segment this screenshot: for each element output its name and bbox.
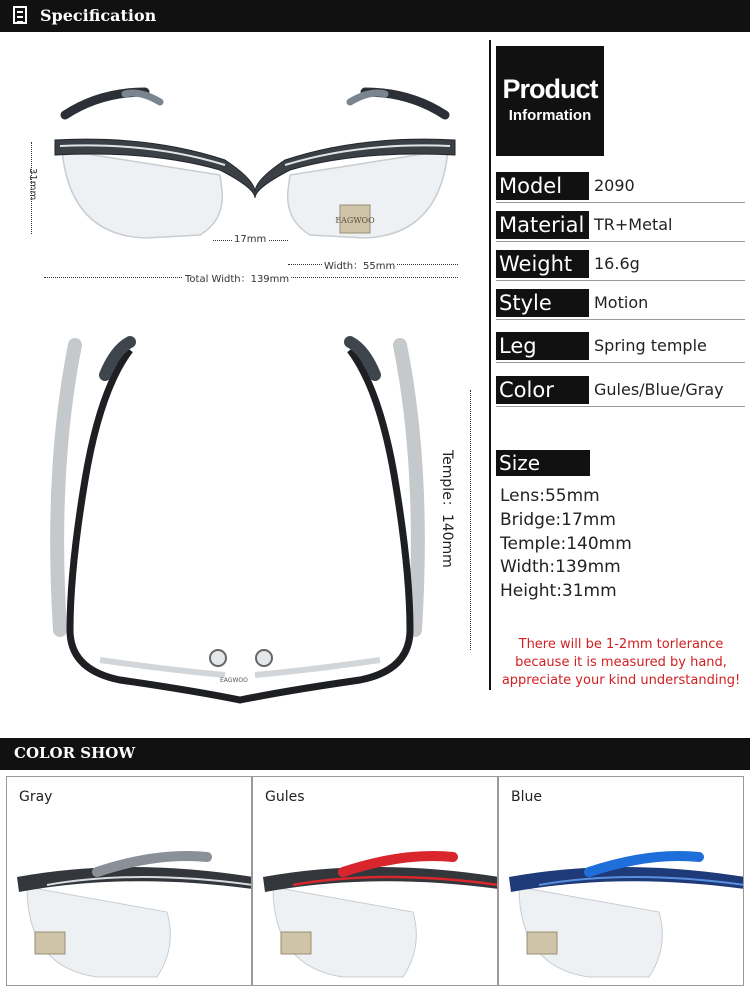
size-label: Size <box>496 450 590 476</box>
brand-label: EAGWOO <box>335 216 375 225</box>
size-lens: Lens:55mm <box>500 486 600 506</box>
color-show-header <box>0 738 750 770</box>
color-name: Blue <box>511 789 542 805</box>
glasses-front-image <box>40 80 470 250</box>
document-icon <box>13 6 27 24</box>
top-brand-label: EAGWOO <box>220 677 248 684</box>
spec-row-color <box>496 376 745 407</box>
notice-line: appreciate your kind understanding! <box>501 673 741 688</box>
spec-row-leg <box>496 332 745 363</box>
color-panel-blue[interactable] <box>498 776 744 986</box>
glasses-top-view-image <box>30 330 450 720</box>
spec-label: Material <box>496 211 589 239</box>
spec-row-style <box>496 289 745 320</box>
color-show-title: COLOR SHOW <box>14 744 136 762</box>
size-temple: Temple:140mm <box>500 534 632 554</box>
spec-value: Gules/Blue/Gray <box>594 380 724 399</box>
specification-header <box>0 0 750 32</box>
color-panel-gray[interactable] <box>6 776 252 986</box>
bridge-dimension-label: 17mm <box>234 234 267 245</box>
spec-label: Model <box>496 172 589 200</box>
height-dimension-label: 31mm <box>27 168 38 201</box>
spec-value: Motion <box>594 293 649 312</box>
size-width: Width:139mm <box>500 557 621 577</box>
spec-row-material <box>496 211 745 242</box>
lens-width-dimension-label: Width：55mm <box>322 257 397 272</box>
spec-value: 2090 <box>594 176 635 195</box>
size-height: Height:31mm <box>500 581 617 601</box>
total-width-dimension-label: Total Width：139mm <box>183 270 291 285</box>
blue-glasses-image <box>499 817 744 986</box>
product-heading: Product <box>502 74 598 104</box>
gray-glasses-image <box>7 817 252 986</box>
spec-label: Weight <box>496 250 589 278</box>
color-name: Gules <box>265 789 305 805</box>
spec-label: Leg <box>496 332 589 360</box>
spec-value: 16.6g <box>594 254 640 273</box>
notice-line: There will be 1-2mm torlerance <box>518 637 724 652</box>
size-bridge: Bridge:17mm <box>500 510 616 530</box>
product-information-box <box>496 46 604 156</box>
gules-glasses-image <box>253 817 498 986</box>
information-heading: Information <box>508 107 592 124</box>
color-panel-gules[interactable] <box>252 776 498 986</box>
spec-label: Color <box>496 376 589 404</box>
tolerance-notice <box>493 636 749 690</box>
spec-label: Style <box>496 289 589 317</box>
temple-dimension-label: Temple：140mm <box>439 450 455 568</box>
spec-value: TR+Metal <box>594 215 673 234</box>
spec-row-weight <box>496 250 745 281</box>
color-name: Gray <box>19 789 53 805</box>
specification-title: Specification <box>40 6 157 25</box>
spec-row-model <box>496 172 745 203</box>
notice-line: because it is measured by hand, <box>515 655 727 670</box>
spec-value: Spring temple <box>594 336 707 355</box>
divider-line <box>489 40 491 690</box>
temple-dimension-line <box>470 390 471 650</box>
